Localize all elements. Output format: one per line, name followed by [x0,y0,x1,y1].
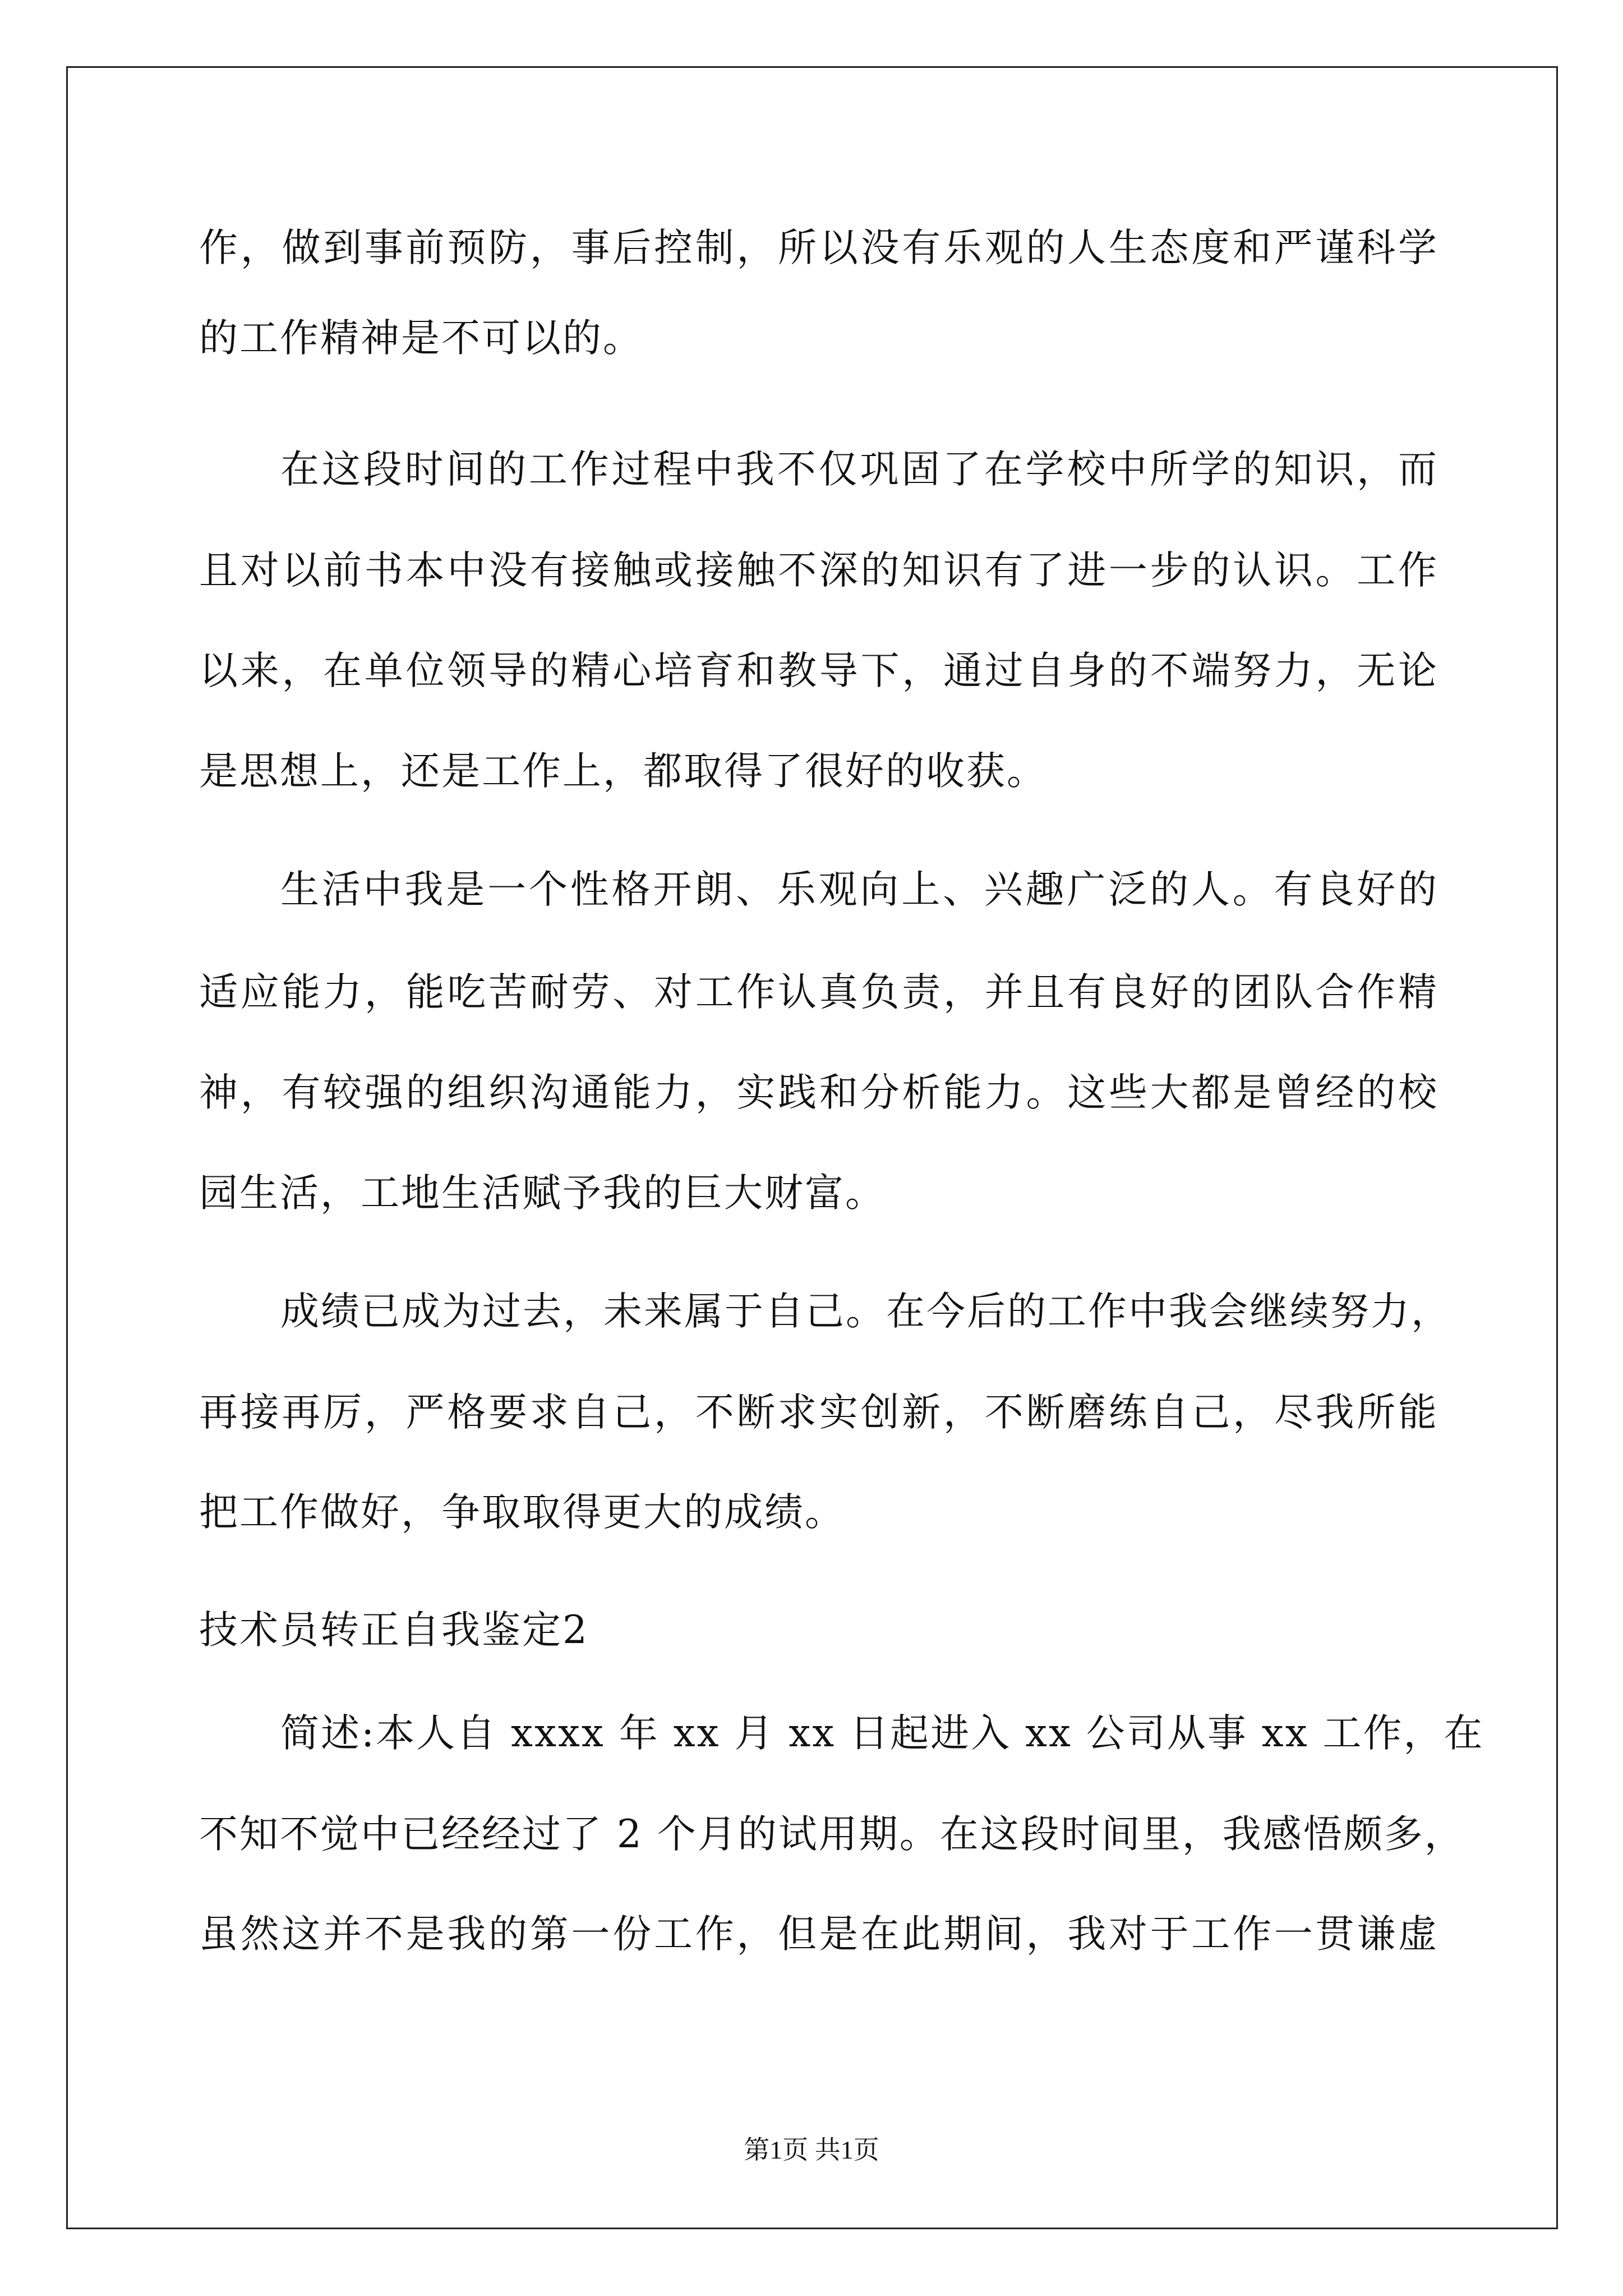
paragraph-line: 成绩已成为过去，未来属于自己。在今后的工作中我会继续努力， [280,1289,1451,1334]
paragraph-line: 虽然这并不是我的第一份工作，但是在此期间，我对于工作一贯谦虚 [199,1912,1438,1957]
paragraph-line: 的工作精神是不可以的。 [199,316,643,361]
paragraph-line: 作，做到事前预防，事后控制，所以没有乐观的人生态度和严谨科学 [199,226,1438,270]
paragraph-line: 神，有较强的组织沟通能力，实践和分析能力。这些大都是曾经的校 [199,1070,1438,1115]
paragraph-line: 不知不觉中已经经过了 2 个月的试用期。在这段时间里，我感悟颇多， [199,1812,1465,1857]
paragraph-line: 园生活，工地生活赋予我的巨大财富。 [199,1171,886,1216]
paragraph-line: 适应能力，能吃苦耐劳、对工作认真负责，并且有良好的团队合作精 [199,970,1438,1015]
page-border [66,66,1558,2229]
paragraph-line: 再接再厉，严格要求自己，不断求实创新，不断磨练自己，尽我所能 [199,1390,1438,1435]
paragraph-line: 以来，在单位领导的精心培育和教导下，通过自身的不端努力，无论 [199,648,1438,693]
paragraph-line: 生活中我是一个性格开朗、乐观向上、兴趣广泛的人。有良好的 [280,867,1438,912]
section-heading: 技术员转正自我鉴定2 [199,1608,589,1653]
page-number-footer: 第1页 共1页 [744,2136,879,2164]
paragraph-line: 是思想上，还是工作上，都取得了很好的收获。 [199,749,1047,794]
paragraph-line: 在这段时间的工作过程中我不仅巩固了在学校中所学的知识，而 [280,447,1438,492]
paragraph-line: 简述:本人自 xxxx 年 xx 月 xx 日起进入 xx 公司从事 xx 工作，在 [280,1711,1484,1756]
paragraph-line: 且对以前书本中没有接触或接触不深的知识有了进一步的认识。工作 [199,548,1438,593]
paragraph-line: 把工作做好，争取取得更大的成绩。 [199,1490,845,1535]
